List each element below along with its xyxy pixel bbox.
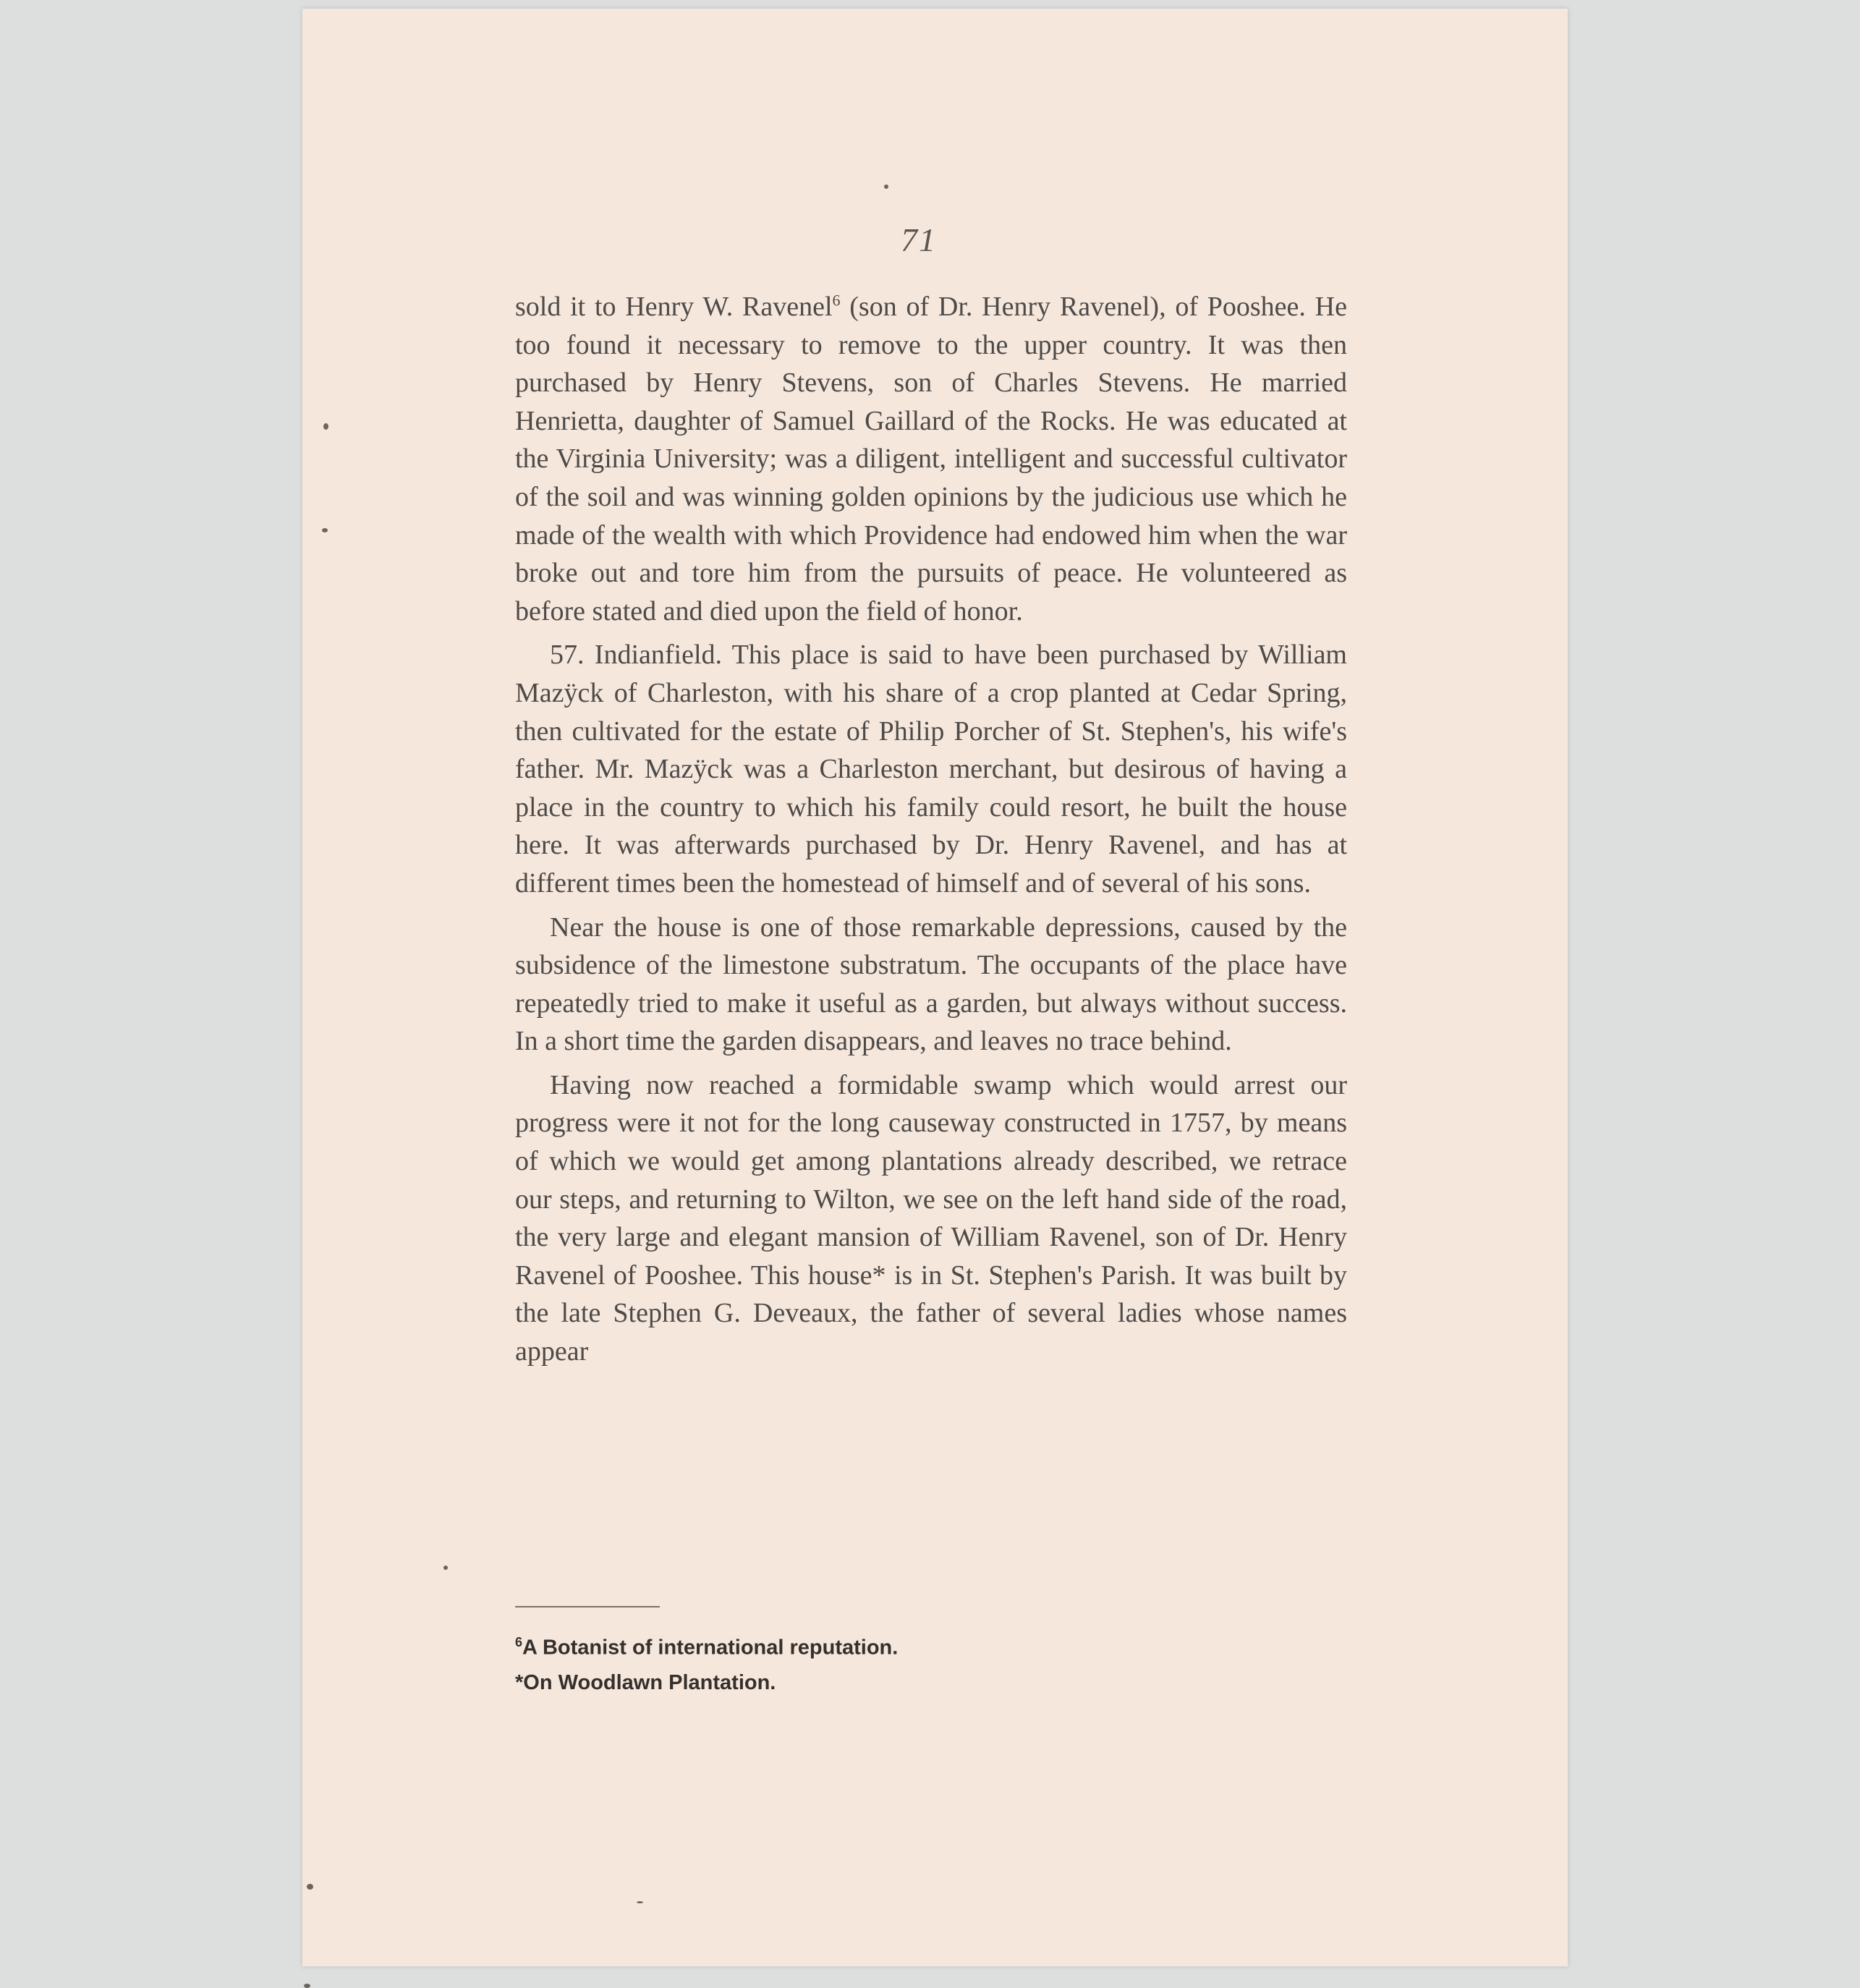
footnote-1 [515,1625,1347,1665]
footnote-ref-6: 6 [832,291,841,310]
body-text [515,288,1347,1371]
footnote-2-text: On Woodlawn Plantation. [523,1670,776,1694]
paragraph-1-before: sold it to Henry W. Ravenel [515,292,833,322]
paragraph-2: 57. Indianfield. This place is said to have been purchased by William Mazÿck of Charleston, with his share of a crop planted at Cedar Spring, then cultivated for the estate of Philip Porcher of St. Stephen's, his wife's father. Mr. Mazÿck was a Charleston merchant, but desirous of having a place in the country to which his family could resort, he built the house here. It was afterwards purchased by Dr. Henry Ravenel, and has at different times been the homestead of himself and of several of his sons. [515,640,1347,899]
paragraph-1-after: (son of Dr. Henry Ravenel), of Pooshee. He too found it necessary to remove to the upper country. It was then purchased by Henry Stevens, son of Charles Stevens. He married Henrietta, daughter of Samuel Gaillard of the Rocks. He was educated at the Virginia University; was a diligent, intelligent and successful cultivator of the soil and was winning golden opinions by the judicious use which he made of the wealth with which Providence had endowed him when the war broke out and tore him from the pursuits of peace. He volunteered as before stated and died upon the field of honor. [515,292,1347,626]
footnotes [515,1625,1347,1700]
footnote-2-mark: * [515,1670,524,1694]
footnote-divider [515,1606,660,1607]
footnote-1-text: A Botanist of international reputation. [522,1636,899,1660]
paper-speck [322,528,328,532]
paper-speck [307,1884,313,1890]
footnote-1-mark: 6 [515,1635,523,1649]
paper-speck [323,423,328,430]
footnote-2 [515,1665,1347,1700]
paragraph-3: Near the house is one of those remarkable depressions, caused by the subsidence of the limestone substratum. The occupants of the place have repeatedly tried to make it useful as a garden, but always without success. In a short time the garden disappears, and leaves no trace behind. [515,912,1347,1057]
paper-speck [637,1901,643,1903]
paper-speck [443,1566,448,1570]
page-number: 71 [901,221,937,258]
paper-speck [884,184,888,189]
paragraph-4: Having now reached a formidable swamp which would arrest our progress were it not for the long causeway constructed in 1757, by means of which we would get among plantations already described, we retrace our steps, and returning to Wilton, we see on the left hand side of the road, the very large and elegant mansion of William Ravenel, son of Dr. Henry Ravenel of Pooshee. This house* is in St. Stephen's Parish. It was built by the late Stephen G. Deveaux, the father of several ladies whose names appear [515,1069,1347,1367]
paragraph-1 [515,288,1347,630]
paper-speck [304,1984,310,1988]
